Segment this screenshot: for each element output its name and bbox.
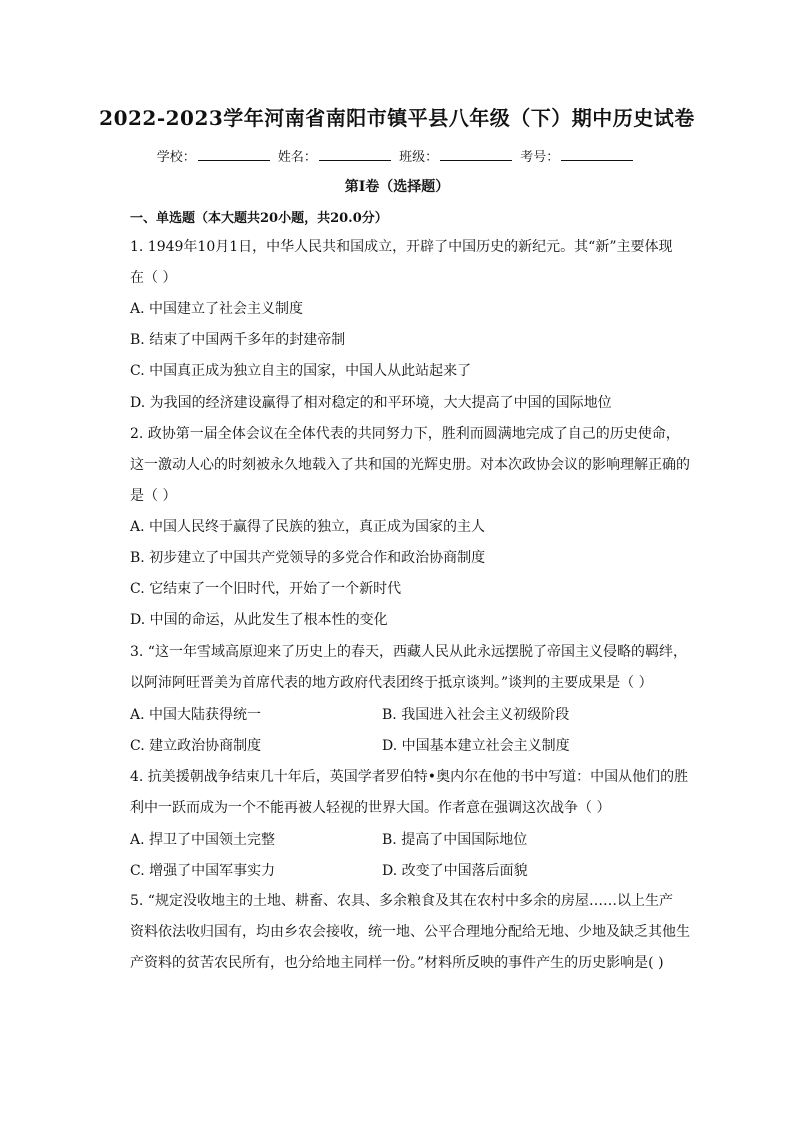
q2-stem-line-3: 是（ ） [130,488,177,504]
q5-stem-line-3: 产资料的贫苦农民所有，也分给地主同样一份。”材料所反映的事件产生的历史影响是( ) [130,955,664,971]
q5-stem-line-2: 资料依法收归国有，均由乡农会接收，统一地、公平合理地分配给无地、少地及缺乏其他生 [130,924,690,940]
q2-option-b: B. 初步建立了中国共产党领导的多党合作和政治协商制度 [130,550,486,566]
q2-option-d: D. 中国的命运，从此发生了根本性的变化 [130,612,388,628]
q1-option-c: C. 中国真正成为独立自主的国家，中国人从此站起来了 [130,363,472,379]
page-title: 2022-2023学年河南省南阳市镇平县八年级（下）期中历史试卷 [99,106,695,130]
section-title: 第Ⅰ卷（选择题） [344,179,450,195]
q2-option-a: A. 中国人民终于赢得了民族的独立，真正成为国家的主人 [130,519,486,535]
part-heading: 一、单选题（本大题共20小题，共20.0分） [130,211,388,226]
q2-stem-line-1: 2. 政协第一届全体会议在全体代表的共同努力下，胜利而圆满地完成了自己的历史使命， [130,426,680,442]
q4-option-b: B. 提高了中国国际地位 [382,832,528,848]
q3-option-b: B. 我国进入社会主义初级阶段 [382,707,570,723]
q1-stem-line-1: 1. 1949年10月1日，中华人民共和国成立，开辟了中国历史的新纪元。其“新”主要体现 [130,239,673,255]
q3-option-c: C. 建立政治协商制度 [130,738,262,754]
q4-stem-line-2: 利中一跃而成为一个不能再被人轻视的世界大国。作者意在强调这次战争（ ） [130,800,611,816]
q3-option-d: D. 中国基本建立社会主义制度 [382,738,570,754]
q2-option-c: C. 它结束了一个旧时代，开始了一个新时代 [130,581,402,597]
school-label: 学校： [156,150,196,165]
name-blank [319,148,391,161]
school-blank [198,148,270,161]
q1-option-a: A. 中国建立了社会主义制度 [130,301,304,317]
q1-option-d: D. 为我国的经济建设赢得了相对稳定的和平环境，大大提高了中国的国际地位 [130,395,612,411]
q3-stem-line-1: 3. “这一年雪域高原迎来了历史上的春天，西藏人民从此永远摆脱了帝国主义侵略的羁绊， [130,644,687,660]
exam-no-blank [561,148,633,161]
q2-stem-line-2: 这一激动人心的时刻被永久地载入了共和国的光辉史册。对本次政协会议的影响理解正确的 [130,457,690,473]
class-blank [440,148,512,161]
q3-stem-line-2: 以阿沛阿旺晋美为首席代表的地方政府代表团终于抵京谈判。”谈判的主要成果是（ ） [130,675,653,691]
class-label: 班级： [399,150,439,165]
q1-option-b: B. 结束了中国两千多年的封建帝制 [130,332,346,348]
q3-option-a: A. 中国大陆获得统一 [130,707,262,723]
exam-no-label: 考号： [520,150,560,165]
student-info-row [0,146,794,165]
name-label: 姓名： [277,150,317,165]
q4-option-d: D. 改变了中国落后面貌 [382,863,528,879]
q4-option-a: A. 捍卫了中国领土完整 [130,832,276,848]
q1-stem-line-2: 在（ ） [130,270,177,286]
q4-stem-line-1: 4. 抗美援朝战争结束几十年后，英国学者罗伯特•奥内尔在他的书中写道：中国从他们的胜 [130,769,689,785]
q4-option-c: C. 增强了中国军事实力 [130,863,276,879]
q5-stem-line-1: 5. “规定没收地主的土地、耕畜、农具、多余粮食及其在农村中多余的房屋……以上生产 [130,893,673,909]
